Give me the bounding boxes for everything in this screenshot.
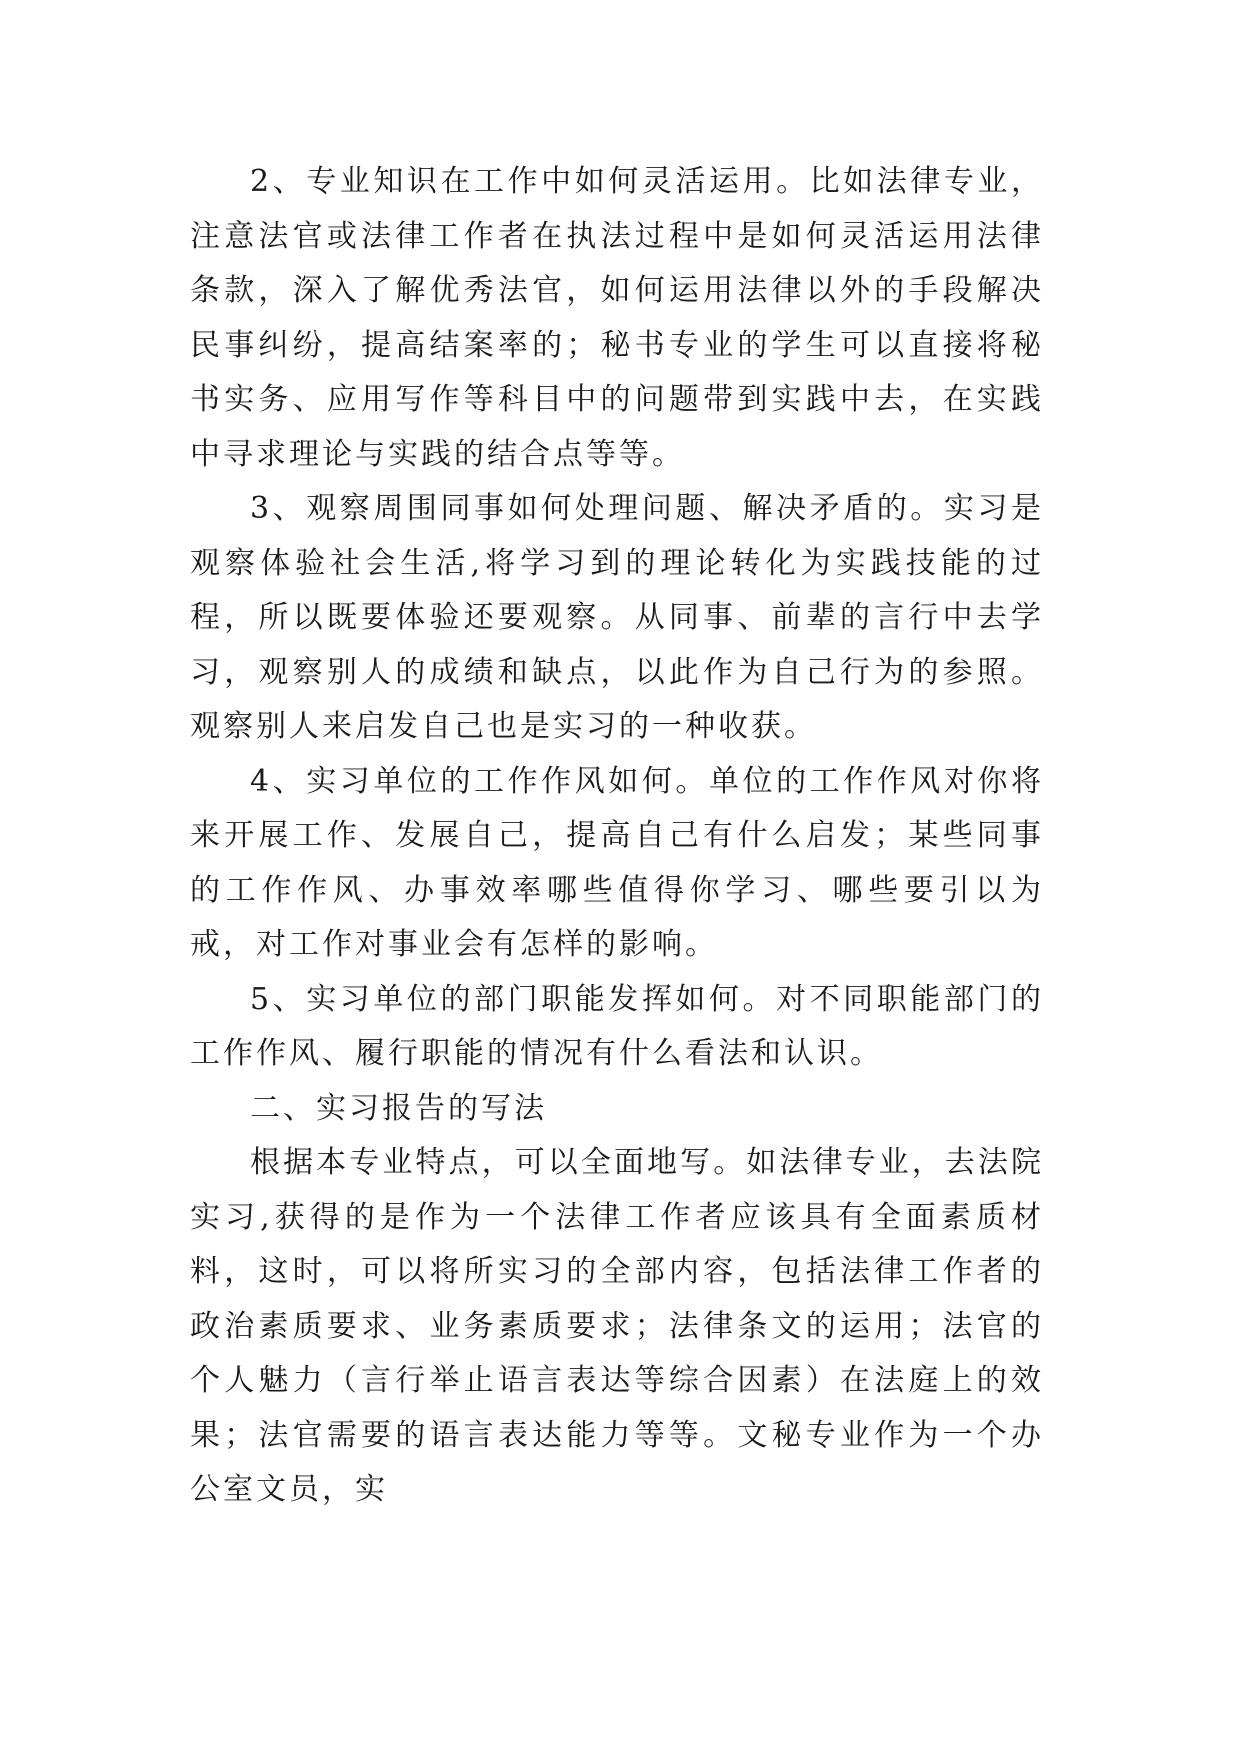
- paragraph-writing-method: 根据本专业特点，可以全面地写。如法律专业，去法院实习,获得的是作为一个法律工作者应该具有全面素质材料，这时，可以将所实习的全部内容，包括法律工作者的政治素质要求、业务素质要求；法律条文的运用；法官的个人魅力（言行举止语言表达等综合因素）在法庭上的效果；法官需要的语言表达能力等等。文秘专业作为一个办公室文员，实: [190, 1145, 1044, 1507]
- paragraph-professional-knowledge: 2、专业知识在工作中如何灵活运用。比如法律专业，注意法官或法律工作者在执法过程中是如何灵活运用法律条款，深入了解优秀法官，如何运用法律以外的手段解决民事纠纷，提高结案率的；秘书专业的学生可以直接将秘书实务、应用写作等科目中的问题带到实践中去，在实践中寻求理论与实践的结合点等等。: [190, 164, 1044, 472]
- document-body: [190, 155, 1044, 1518]
- paragraph-department-functions: 5、实习单位的部门职能发挥如何。对不同职能部门的工作作风、履行职能的情况有什么看法和认识。: [190, 981, 1044, 1071]
- paragraph-work-style: 4、实习单位的工作作风如何。单位的工作作风对你将来开展工作、发展自己，提高自己有什么启发；某些同事的工作作风、办事效率哪些值得你学习、哪些要引以为戒，对工作对事业会有怎样的影响。: [190, 763, 1044, 962]
- section-heading: 二、实习报告的写法: [250, 1090, 547, 1126]
- paragraph-observe-colleagues: 3、观察周围同事如何处理问题、解决矛盾的。实习是观察体验社会生活,将学习到的理论转化为实践技能的过程，所以既要体验还要观察。从同事、前辈的言行中去学习，观察别人的成绩和缺点，以此作为自己行为的参照。观察别人来启发自己也是实习的一种收获。: [190, 491, 1044, 744]
